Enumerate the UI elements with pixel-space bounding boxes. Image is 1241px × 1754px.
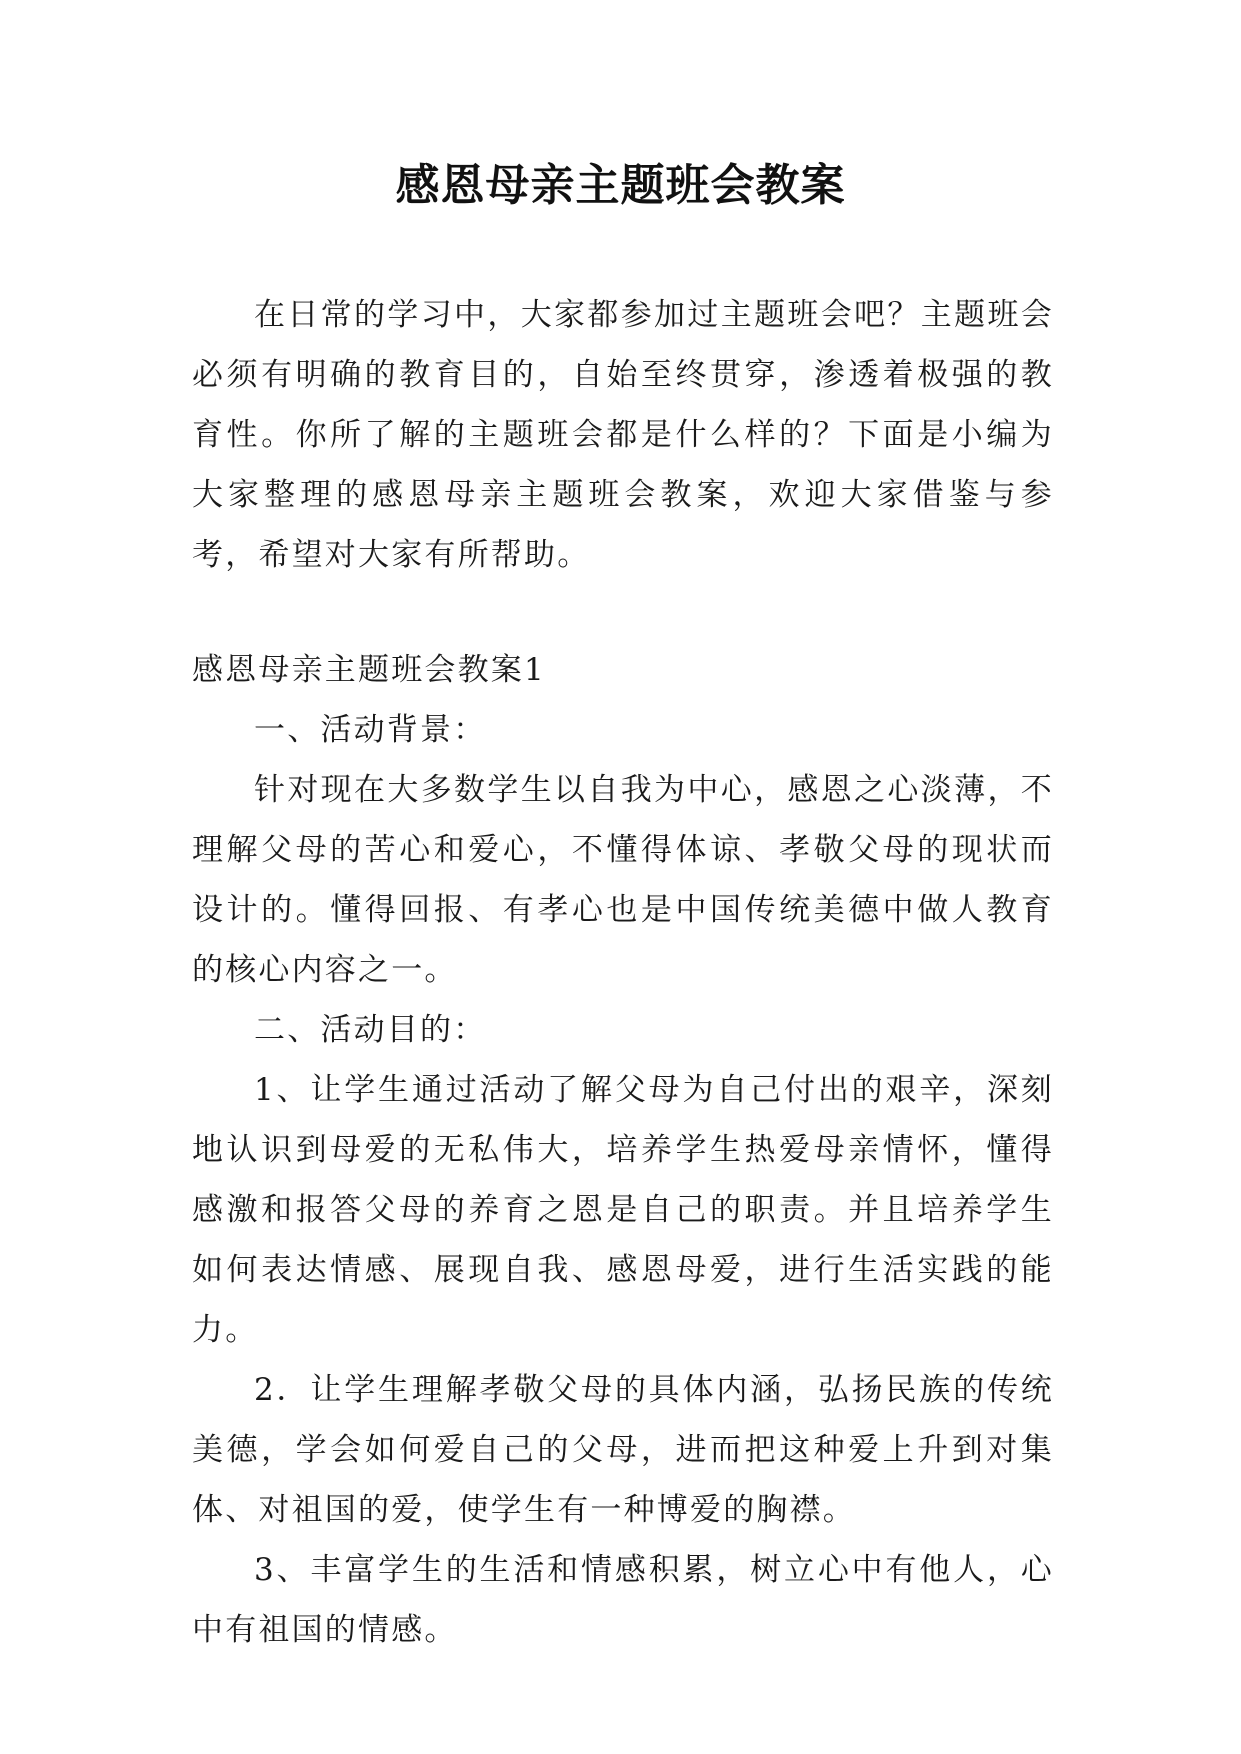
paragraph-goal-1: 1、让学生通过活动了解父母为自己付出的艰辛，深刻地认识到母爱的无私伟大，培养学生热爱母亲情怀，懂得感激和报答父母的养育之恩是自己的职责。并且培养学生如何表达情感、展现自我、感恩母爱，进行生活实践的能力。: [192, 1072, 1054, 1348]
section-block: [192, 640, 1054, 1660]
intro-paragraph: 在日常的学习中，大家都参加过主题班会吧？主题班会必须有明确的教育目的，自始至终贯穿，渗透着极强的教育性。你所了解的主题班会都是什么样的？下面是小编为大家整理的感恩母亲主题班会教案，欢迎大家借鉴与参考，希望对大家有所帮助。: [192, 297, 1054, 573]
section-title: 感恩母亲主题班会教案1: [192, 652, 546, 688]
heading-goals: 二、活动目的：: [254, 1012, 487, 1048]
document-title: 感恩母亲主题班会教案: [395, 160, 846, 211]
paragraph-goal-3: 3、丰富学生的生活和情感积累，树立心中有他人，心中有祖国的情感。: [192, 1552, 1054, 1648]
heading-background: 一、活动背景：: [254, 712, 487, 748]
intro-block: [192, 285, 1054, 585]
paragraph-goal-2: 2．让学生理解孝敬父母的具体内涵，弘扬民族的传统美德，学会如何爱自己的父母，进而把这种爱上升到对集体、对祖国的爱，使学生有一种博爱的胸襟。: [192, 1372, 1054, 1528]
paragraph-background: 针对现在大多数学生以自我为中心，感恩之心淡薄，不理解父母的苦心和爱心，不懂得体谅、孝敬父母的现状而设计的。懂得回报、有孝心也是中国传统美德中做人教育的核心内容之一。: [192, 772, 1054, 988]
